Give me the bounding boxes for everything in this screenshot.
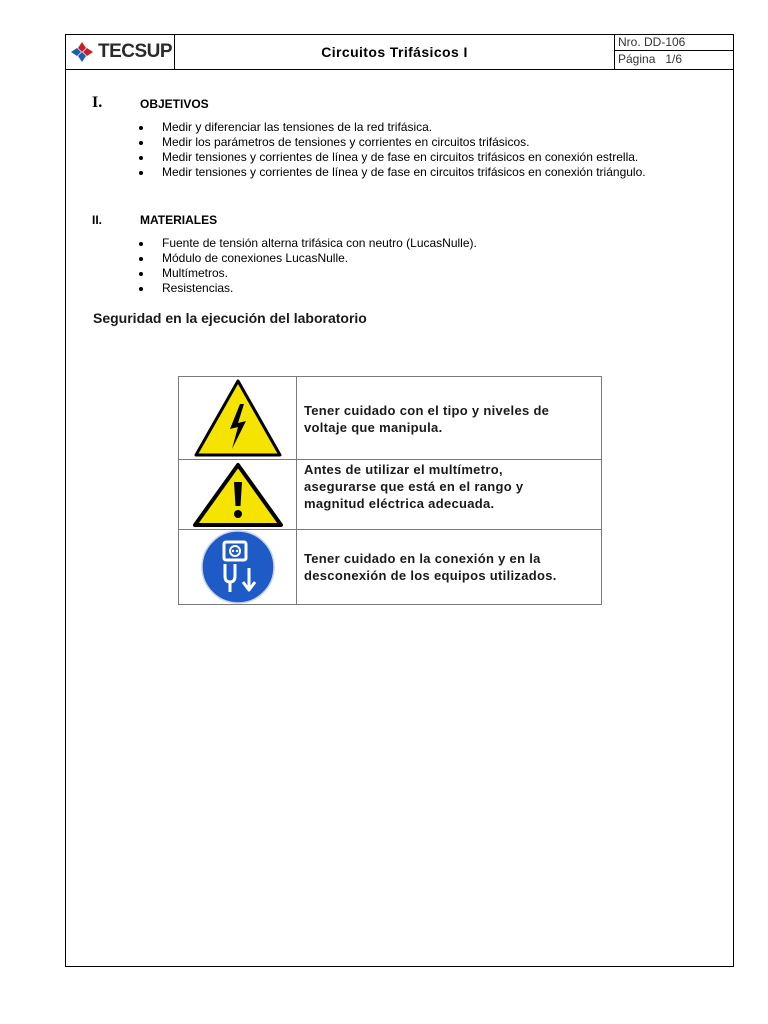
doc-number: Nro. DD-106 [615, 34, 734, 51]
safety-text: Tener cuidado en la conexión y en la desconexión de los equipos utilizados. [304, 551, 557, 583]
list-item: Medir tensiones y corrientes de línea y de fase en circuitos trifásicos en conexión triángulo. [138, 165, 646, 180]
materials-list [138, 236, 477, 296]
logo-text: TECSUP [98, 40, 173, 62]
list-item: Resistencias. [138, 281, 477, 296]
general-warning-icon [179, 460, 297, 529]
high-voltage-warning-icon [179, 377, 297, 459]
section-number: II. [92, 213, 103, 227]
tecsup-logo-icon [69, 41, 95, 63]
section-number: I. [92, 94, 103, 111]
list-item: Medir y diferenciar las tensiones de la red trifásica. [138, 120, 646, 135]
safety-heading: Seguridad en la ejecución del laboratorio [93, 310, 367, 326]
document-meta [615, 34, 734, 69]
list-item: Módulo de conexiones LucasNulle. [138, 251, 477, 266]
safety-row [179, 460, 601, 530]
document-header [65, 34, 734, 70]
disconnect-plug-icon [179, 530, 297, 604]
section-title: MATERIALES [140, 213, 218, 227]
list-item: Medir tensiones y corrientes de línea y de fase en circuitos trifásicos en conexión estrella. [138, 150, 646, 165]
page-indicator: Página 1/6 [618, 52, 683, 66]
section-title: OBJETIVOS [140, 97, 209, 111]
safety-text: Tener cuidado con el tipo y niveles de voltaje que manipula. [304, 403, 550, 435]
objectives-list [138, 120, 646, 180]
safety-row [179, 530, 601, 604]
list-item: Fuente de tensión alterna trifásica con neutro (LucasNulle). [138, 236, 477, 251]
document-title: Circuitos Trifásicos I [175, 34, 615, 69]
list-item: Medir los parámetros de tensiones y corrientes en circuitos trifásicos. [138, 135, 646, 150]
safety-row [179, 377, 601, 460]
list-item: Multímetros. [138, 266, 477, 281]
safety-table [178, 376, 602, 605]
tecsup-logo [65, 34, 175, 69]
safety-text: Antes de utilizar el multímetro, asegurarse que está en el rango y magnitud eléctrica adecuada. [304, 462, 524, 511]
